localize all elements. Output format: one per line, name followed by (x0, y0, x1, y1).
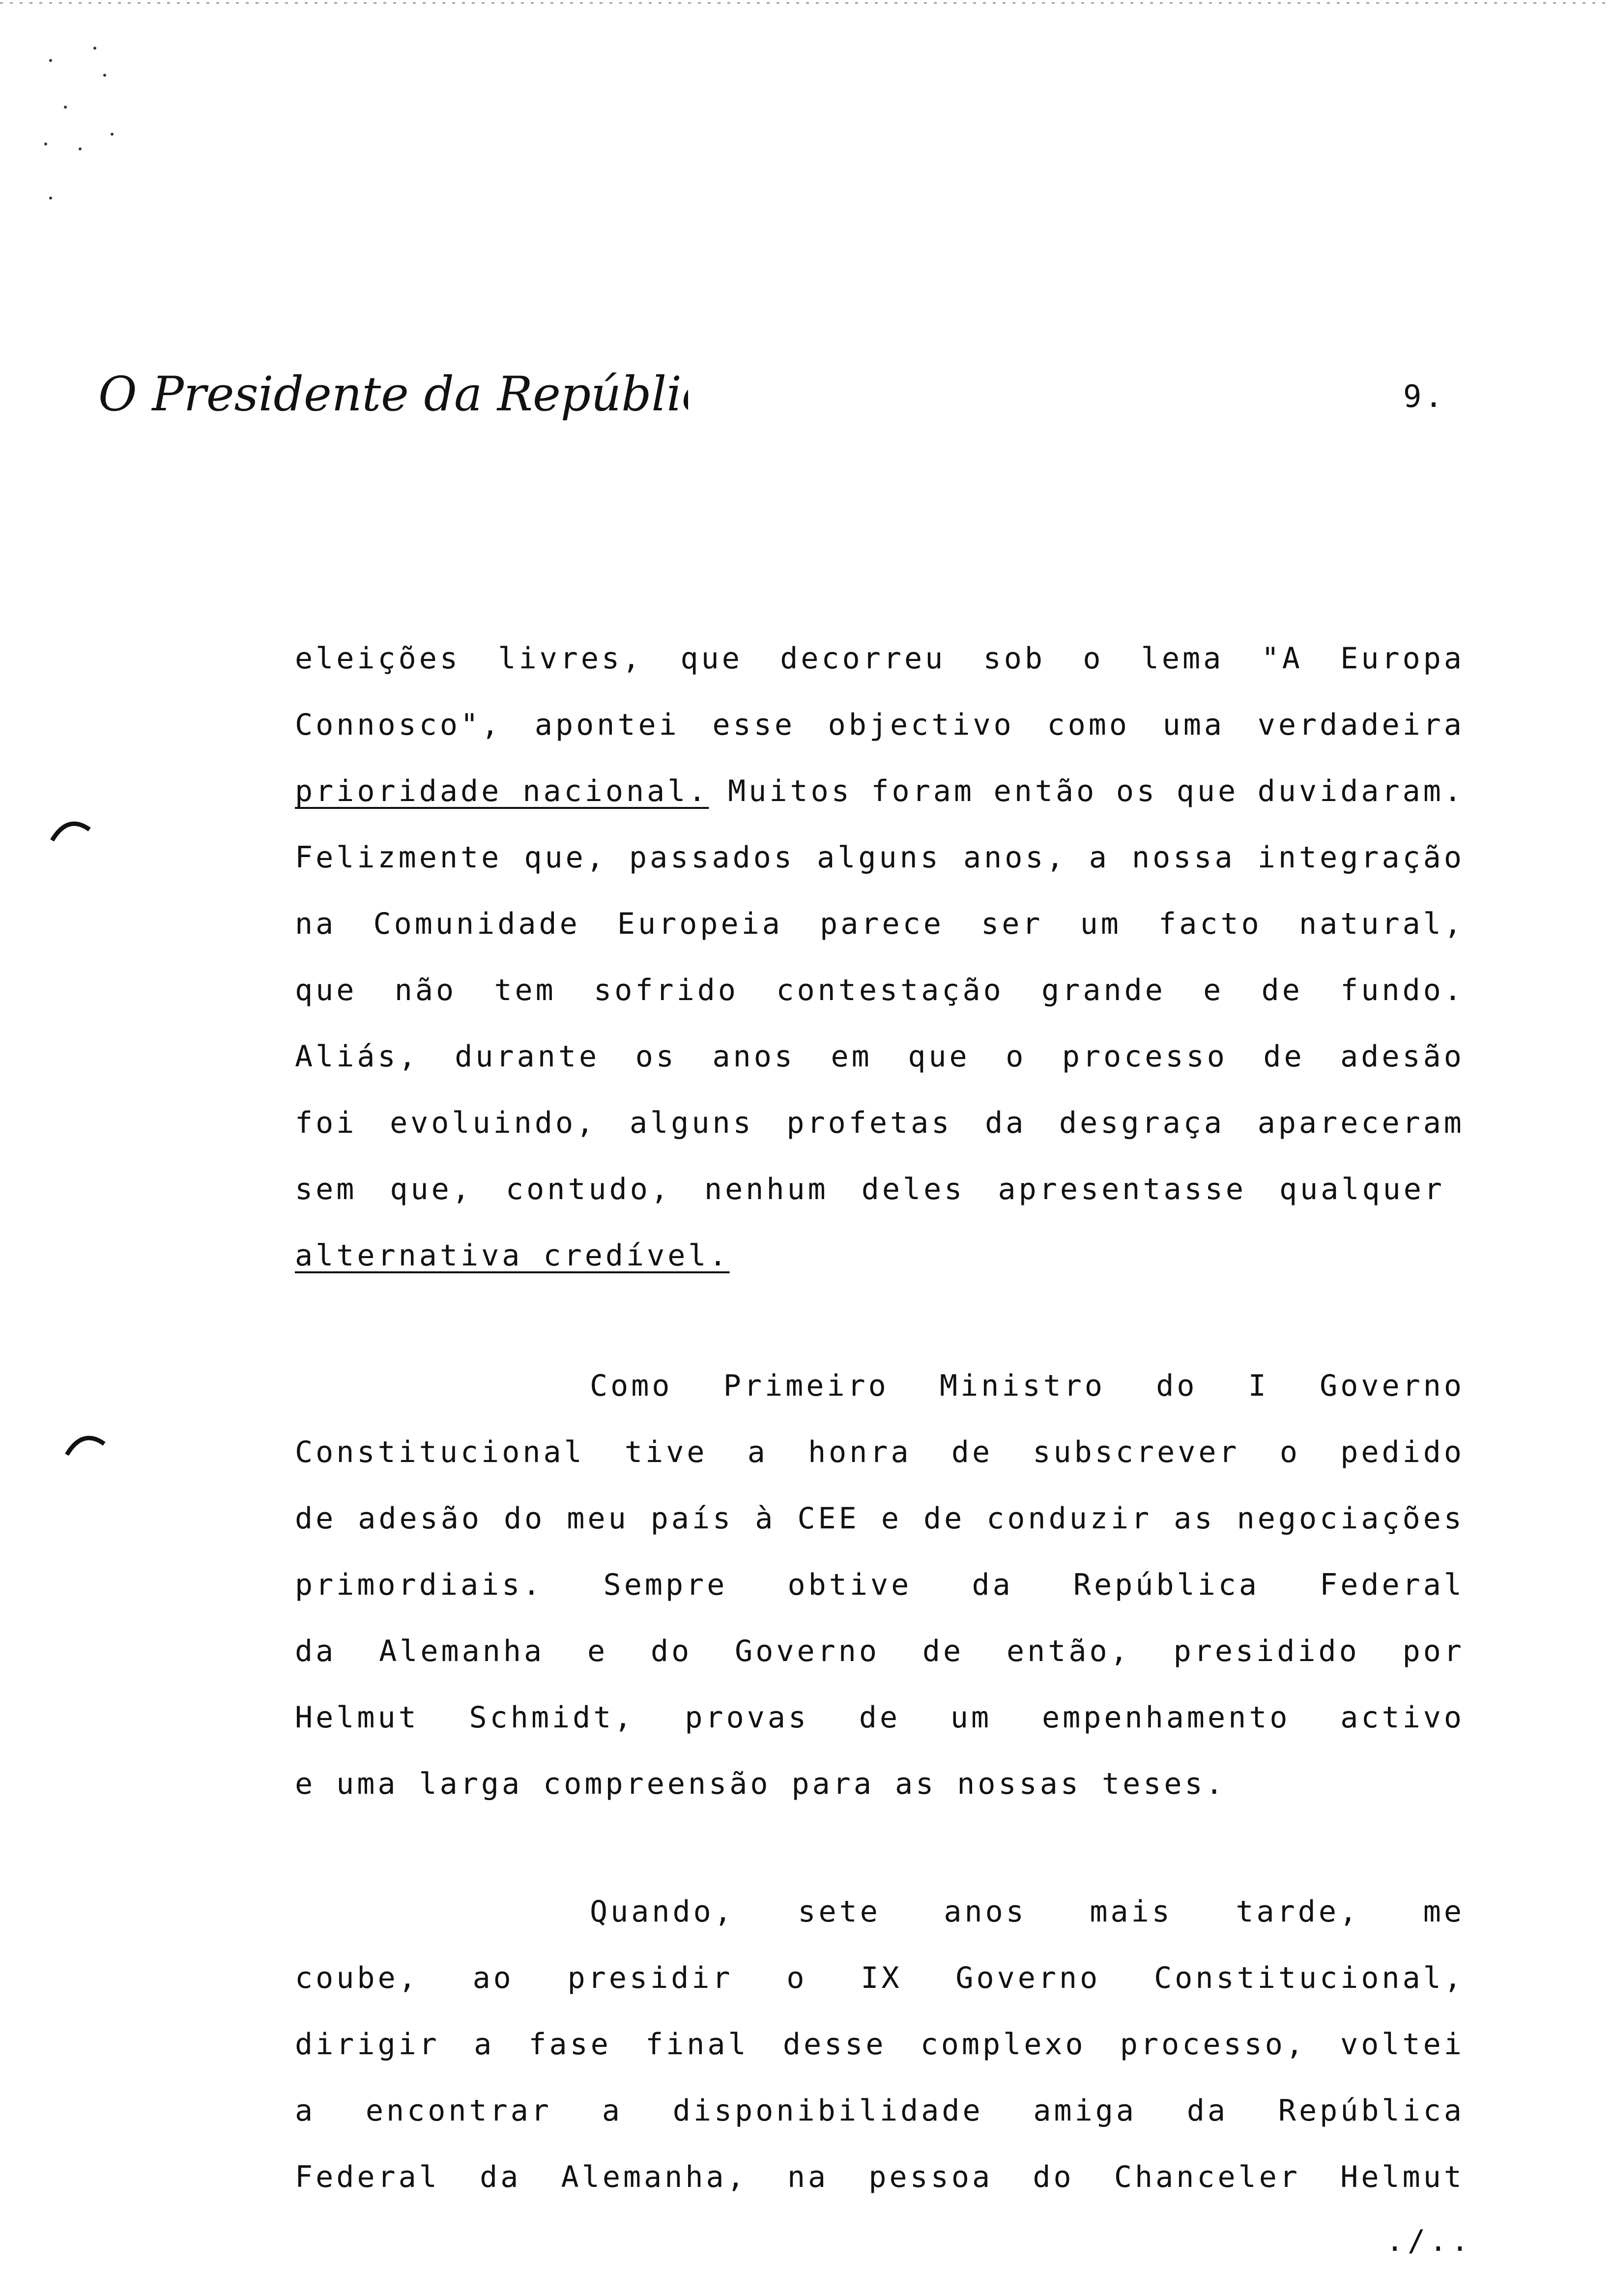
word: coube, (295, 1961, 419, 1995)
word: contestação (776, 973, 1004, 1007)
word: me (1423, 1894, 1465, 1929)
word: anos (944, 1894, 1027, 1929)
word: decorreu (780, 641, 946, 676)
word: Muitos (728, 774, 852, 808)
word: final (645, 2027, 749, 2062)
word: nossa (1131, 840, 1236, 875)
word: e (881, 1501, 902, 1536)
text-line (295, 2094, 1465, 2133)
word: ao (472, 1961, 514, 1995)
word: Ministro (939, 1369, 1105, 1403)
text-line (295, 1435, 1465, 1474)
word: teses. (1101, 1767, 1226, 1801)
word: de (1261, 973, 1303, 1007)
scan-edge-dots (0, 0, 1612, 7)
word: Connosco", (295, 708, 502, 742)
word: IX (861, 1961, 902, 1995)
word: o (1006, 1039, 1027, 1074)
word: na (295, 907, 337, 941)
word: do (1033, 2160, 1074, 2194)
word: os (1116, 774, 1158, 808)
word: mais (1090, 1894, 1173, 1929)
text-line (295, 2160, 1465, 2199)
word: então, (1006, 1634, 1131, 1668)
word: durante (455, 1039, 600, 1074)
word: apontei (534, 708, 680, 742)
word: uma (1162, 708, 1225, 742)
word: anos (712, 1039, 795, 1074)
word: primordiais. (295, 1568, 544, 1602)
text-line (295, 1172, 1445, 1211)
text-line (295, 1700, 1465, 1740)
word: a (474, 2027, 495, 2062)
word: Sempre (603, 1568, 728, 1602)
word: meu (567, 1501, 629, 1536)
word: que, (524, 840, 607, 875)
word: profetas (786, 1106, 952, 1140)
word: de (859, 1700, 901, 1735)
word: Alemanha (379, 1634, 545, 1668)
word: sob (983, 641, 1045, 676)
text-line (295, 1369, 1465, 1408)
word: anos, (963, 840, 1067, 875)
word: o (1083, 641, 1104, 676)
word: alguns (629, 1106, 754, 1140)
word: qualquer (1279, 1172, 1445, 1206)
word: pessoa (868, 2160, 993, 2194)
word: compreensão (543, 1767, 771, 1801)
word: I (1248, 1369, 1269, 1403)
text-line (295, 1634, 1465, 1673)
word: lema (1141, 641, 1224, 676)
underlined-phrase: alternativa credível. (295, 1238, 730, 1273)
word: negociações (1237, 1501, 1465, 1536)
word: República (1073, 1568, 1260, 1602)
word: foi (295, 1106, 357, 1140)
word: República (1278, 2094, 1465, 2128)
word: subscrever (1033, 1435, 1240, 1469)
word: grande (1041, 973, 1166, 1007)
text-line (295, 774, 1465, 813)
word: uma (336, 1767, 399, 1801)
word: e (295, 1767, 316, 1801)
word: facto (1158, 907, 1262, 941)
word: foram (871, 774, 975, 808)
word: livres, (498, 641, 643, 676)
word: fundo. (1340, 973, 1465, 1007)
scan-speck (111, 133, 114, 136)
text-line (295, 641, 1465, 681)
word: Chanceler (1114, 2160, 1300, 2194)
text-line (295, 1238, 1465, 1278)
word: nenhum (704, 1172, 829, 1206)
word: conduzir (986, 1501, 1152, 1536)
scan-speck (44, 143, 47, 145)
word: Federal (295, 2160, 440, 2194)
word: país (650, 1501, 734, 1536)
word: Schmidt, (469, 1700, 635, 1735)
binder-hole-mark (48, 816, 92, 845)
word: então (993, 774, 1097, 808)
word: Constitucional (295, 1435, 585, 1469)
word: Governo (735, 1634, 880, 1668)
word: honra (808, 1435, 912, 1469)
word: da (985, 1106, 1027, 1140)
word: de (923, 1501, 965, 1536)
text-line (295, 2027, 1465, 2066)
word: Helmut (1340, 2160, 1465, 2194)
word: que (295, 973, 357, 1007)
word: as (894, 1767, 937, 1801)
word: o (786, 1961, 807, 1995)
word: empenhamento (1041, 1700, 1291, 1735)
word: tarde, (1236, 1894, 1360, 1929)
word: de (922, 1634, 964, 1668)
word: Como (590, 1369, 673, 1403)
word: de (1263, 1039, 1305, 1074)
word: os (635, 1039, 677, 1074)
continuation-mark: ./.. (1386, 2224, 1473, 2258)
word: Governo (1320, 1369, 1465, 1403)
word: a (1089, 840, 1110, 875)
word: sem (295, 1172, 357, 1206)
word: presidir (567, 1961, 733, 1995)
word: larga (419, 1767, 523, 1801)
word: da (295, 1634, 337, 1668)
word: um (1080, 907, 1122, 941)
word: da (972, 1568, 1013, 1602)
word: do (650, 1634, 692, 1668)
word: eleições (295, 641, 461, 676)
word: Primeiro (723, 1369, 889, 1403)
underlined-phrase: prioridade nacional. (295, 774, 709, 808)
word: na (787, 2160, 829, 2194)
word: adesão (1340, 1039, 1465, 1074)
word: activo (1340, 1700, 1465, 1735)
scan-speck (79, 147, 82, 150)
word: alguns (817, 840, 941, 875)
word: voltei (1340, 2027, 1465, 2062)
word: evoluindo, (390, 1106, 597, 1140)
word: duvidaram. (1257, 774, 1465, 808)
word: obtive (787, 1568, 912, 1602)
word: que (680, 641, 743, 676)
word: de (951, 1435, 993, 1469)
word: natural, (1299, 907, 1465, 941)
word: deles (861, 1172, 965, 1206)
word: para (791, 1767, 874, 1801)
letterhead-script (98, 359, 688, 432)
word: Federal (1320, 1568, 1465, 1602)
word: tem (494, 973, 556, 1007)
word: da (1186, 2094, 1229, 2128)
word: encontrar (365, 2094, 552, 2128)
text-line (295, 1961, 1465, 2000)
text-line (295, 708, 1465, 747)
word: e (1203, 973, 1224, 1007)
word: dirigir (295, 2027, 440, 2062)
word: processo, (1120, 2027, 1306, 2062)
word: as (1174, 1501, 1215, 1536)
text-line (295, 973, 1465, 1012)
word: adesão (358, 1501, 483, 1536)
word: Comunidade (373, 907, 580, 941)
word: um (950, 1700, 992, 1735)
word: que (1176, 774, 1239, 808)
word: Europa (1340, 641, 1465, 676)
text-line (295, 1767, 1465, 1806)
word: contudo, (505, 1172, 671, 1206)
word: a (295, 2094, 316, 2128)
word: desse (782, 2027, 887, 2062)
text-line (295, 907, 1465, 946)
word: o (1279, 1435, 1300, 1469)
word: pedido (1340, 1435, 1465, 1469)
word: que, (390, 1172, 473, 1206)
word: sofrido (594, 973, 739, 1007)
text-line (295, 840, 1465, 880)
word: e (587, 1634, 608, 1668)
word: passados (629, 840, 795, 875)
word: desgraça (1059, 1106, 1225, 1140)
word: Quando, (590, 1894, 735, 1929)
binder-hole-mark (63, 1430, 107, 1460)
word: "A (1261, 641, 1303, 676)
letterhead (98, 359, 688, 432)
text-line (295, 1039, 1465, 1079)
word: integração (1257, 840, 1465, 875)
scan-speck (103, 74, 106, 77)
word: sete (798, 1894, 881, 1929)
text-line (295, 1501, 1465, 1541)
text-line (295, 1894, 1465, 1934)
word: do (504, 1501, 546, 1536)
page-number: 9. (1403, 378, 1446, 414)
word: Governo (955, 1961, 1101, 1995)
word: fase (528, 2027, 611, 2062)
text-line (295, 1106, 1465, 1145)
word: presidido (1173, 1634, 1360, 1668)
word: complexo (920, 2027, 1086, 2062)
word: Constitucional, (1154, 1961, 1465, 1995)
word: processo (1062, 1039, 1228, 1074)
word: não (394, 973, 457, 1007)
word: à (755, 1501, 776, 1536)
word: por (1402, 1634, 1465, 1668)
scan-speck (93, 47, 96, 50)
word: a (747, 1435, 768, 1469)
text-line (295, 1568, 1465, 1607)
word: provas (685, 1700, 809, 1735)
word: apareceram (1257, 1106, 1465, 1140)
word: disponibilidade (672, 2094, 983, 2128)
word: que (908, 1039, 970, 1074)
word: Helmut (295, 1700, 419, 1735)
scan-speck (49, 197, 52, 200)
letterhead-text: O Presidente da República (98, 367, 688, 422)
word: como (1047, 708, 1130, 742)
word: CEE (797, 1501, 860, 1536)
word: nossas (957, 1767, 1081, 1801)
scan-speck (49, 59, 52, 62)
word: Europeia (617, 907, 783, 941)
word: tive (624, 1435, 708, 1469)
word: amiga (1033, 2094, 1137, 2128)
word: em (831, 1039, 872, 1074)
word: ser (981, 907, 1043, 941)
word: objectivo (828, 708, 1014, 742)
word: da (480, 2160, 521, 2194)
word: parece (820, 907, 944, 941)
word: Alemanha, (561, 2160, 748, 2194)
word: a (602, 2094, 623, 2128)
word: de (295, 1501, 337, 1536)
word: do (1156, 1369, 1198, 1403)
scan-speck (64, 106, 67, 109)
word: Aliás, (295, 1039, 419, 1074)
word: Felizmente (295, 840, 502, 875)
word: verdadeira (1257, 708, 1465, 742)
word: apresentasse (998, 1172, 1246, 1206)
word: esse (712, 708, 795, 742)
